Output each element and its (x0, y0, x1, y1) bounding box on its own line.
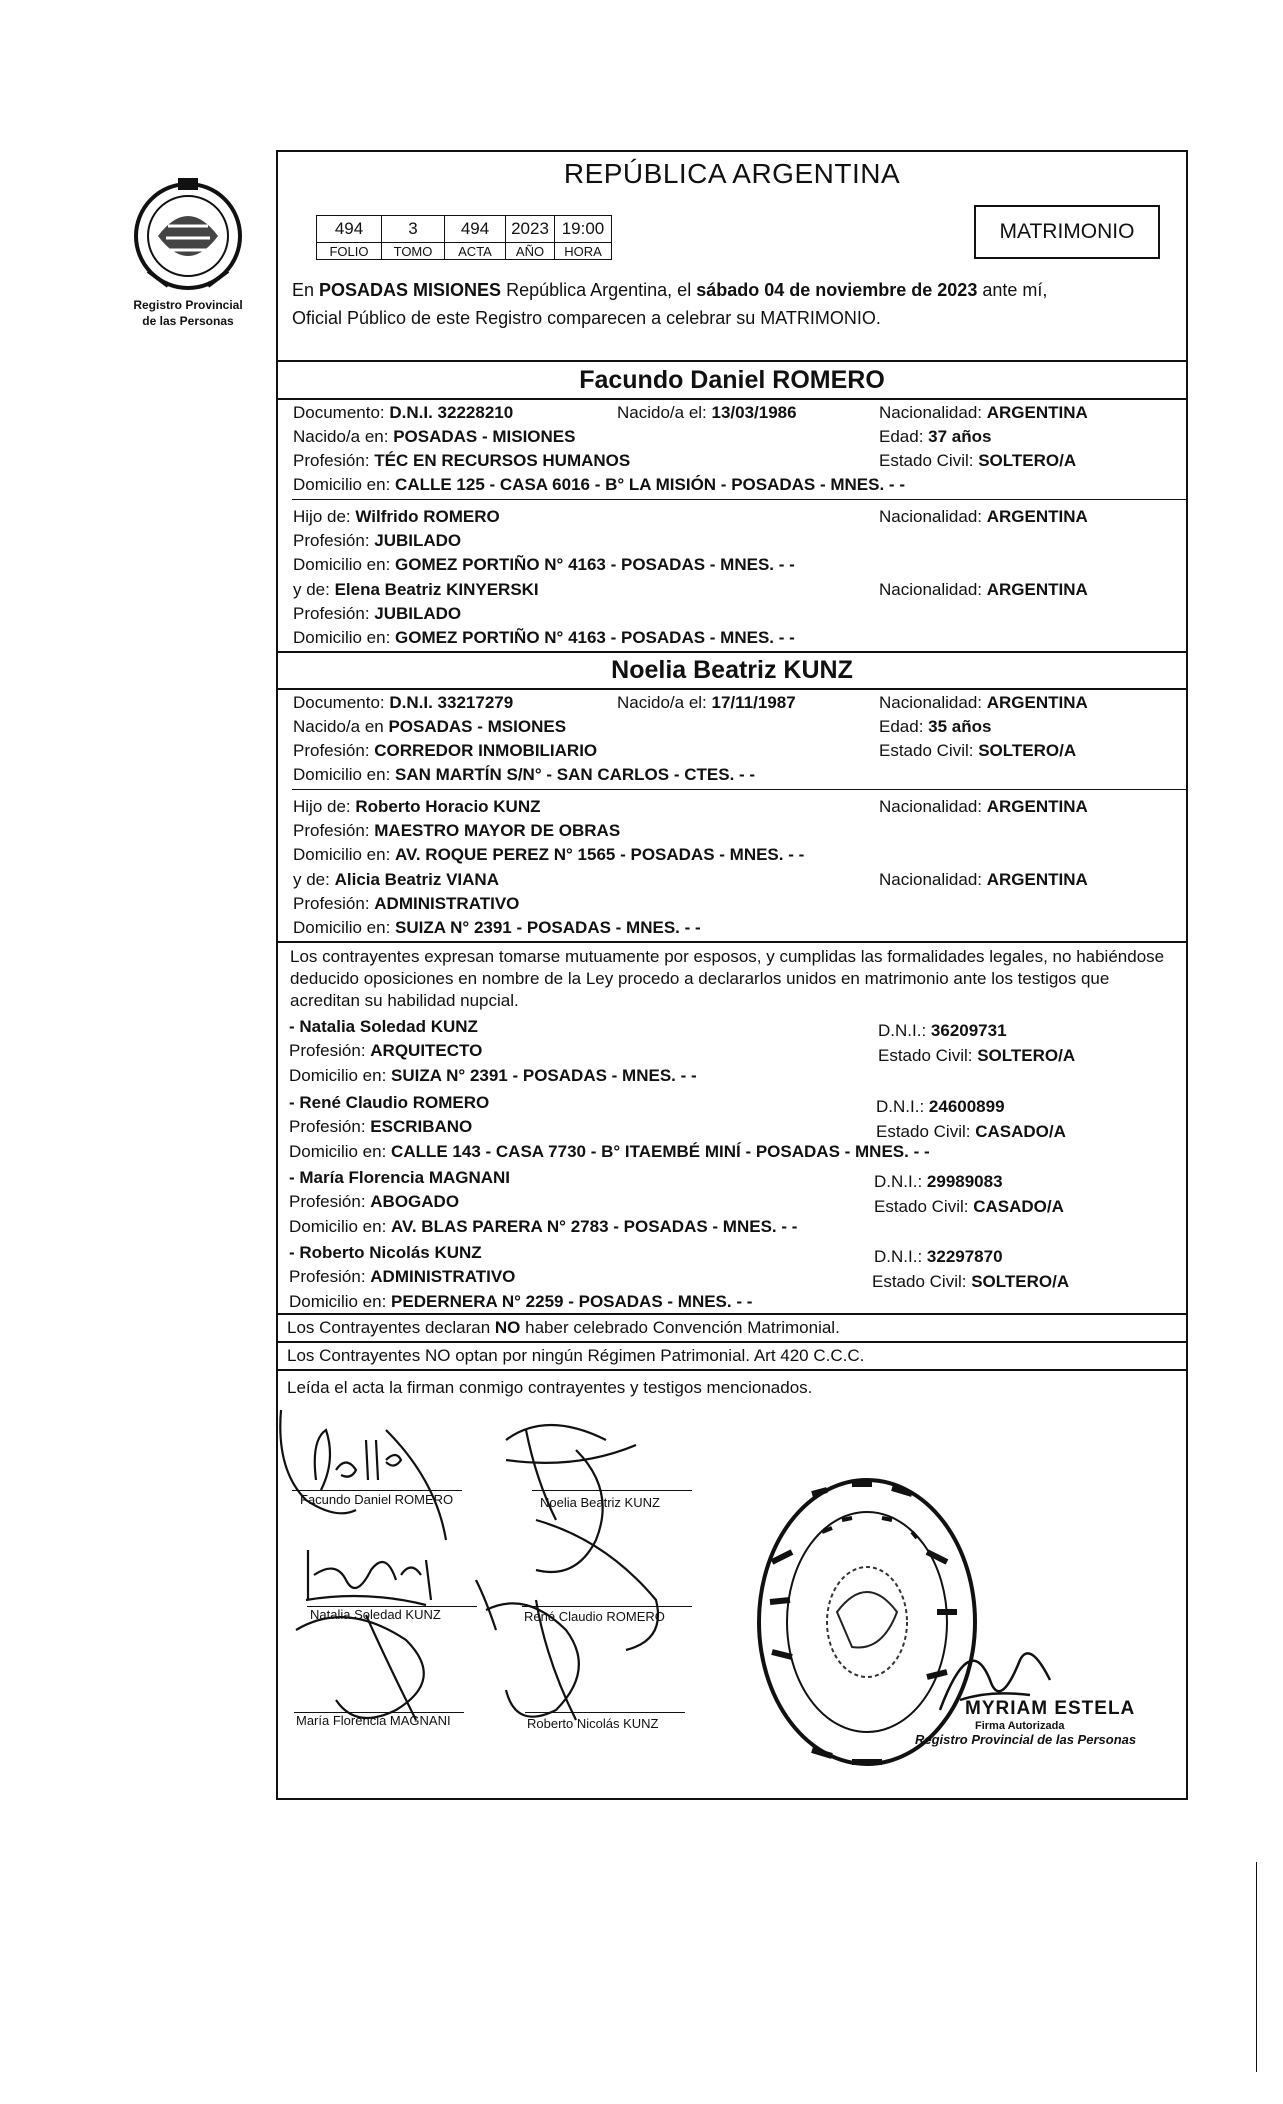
divider (276, 1341, 1188, 1343)
witness2-dni: D.N.I.: 24600899 (876, 1097, 1005, 1116)
signature-label-6: Roberto Nicolás KUNZ (527, 1716, 659, 1731)
divider (276, 941, 1188, 943)
witness1-address: Domicilio en: SUIZA N° 2391 - POSADAS - MNES. - - (289, 1066, 697, 1085)
witness1-dni: D.N.I.: 36209731 (878, 1021, 1007, 1040)
logo-label-line1: Registro Provincial (133, 298, 243, 312)
contrayente1-name: Facundo Daniel ROMERO (579, 366, 885, 394)
signature-line (522, 1606, 692, 1607)
intro-date: sábado 04 de noviembre de 2023 (696, 280, 978, 300)
divider (276, 651, 1188, 653)
witness4-profession: Profesión: ADMINISTRATIVO (289, 1267, 516, 1286)
clause-signing: Leída el acta la firman conmigo contrayentes y testigos mencionados. (287, 1378, 813, 1397)
signature-line (292, 1490, 462, 1491)
witness1-profession: Profesión: ARQUITECTO (289, 1041, 483, 1060)
clause-regime: Los Contrayentes NO optan por ningún Régimen Patrimonial. Art 420 C.C.C. (287, 1346, 865, 1365)
registry-logo (118, 176, 258, 328)
divider (276, 360, 1188, 362)
witness3-profession: Profesión: ABOGADO (289, 1192, 460, 1211)
c1-document: Documento: D.N.I. 32228210 (293, 403, 514, 422)
declaration-text: Los contrayentes expresan tomarse mutuamente por esposos, y cumplidas las formalidades legales, no habiéndose deducido oposiciones en nombre de la Ley procedo a declararlos unidos en matrimonio ante los testigos que acreditan su habilidad nupcial. (290, 947, 1165, 1010)
signature-line (532, 1490, 692, 1491)
anio-label: AÑO (506, 243, 555, 260)
c2-mother-address: Domicilio en: SUIZA N° 2391 - POSADAS - MNES. - - (293, 918, 701, 937)
witness3-address: Domicilio en: AV. BLAS PARERA N° 2783 - POSADAS - MNES. - - (289, 1217, 798, 1236)
contrayente2-name: Noelia Beatriz KUNZ (611, 656, 853, 684)
c1-nationality: Nacionalidad: ARGENTINA (879, 403, 1088, 422)
tomo-value: 3 (382, 216, 445, 243)
c1-civil-status: Estado Civil: SOLTERO/A (879, 451, 1077, 470)
c2-father-nationality: Nacionalidad: ARGENTINA (879, 797, 1088, 816)
c2-profession: Profesión: CORREDOR INMOBILIARIO (293, 741, 598, 760)
c1-mother-address: Domicilio en: GOMEZ PORTIÑO N° 4163 - POSADAS - MNES. - - (293, 628, 795, 647)
c2-born-in: Nacido/a en POSADAS - MSIONES (293, 717, 567, 736)
divider (292, 789, 1188, 790)
divider (276, 1313, 1188, 1315)
witness2-civil: Estado Civil: CASADO/A (876, 1122, 1066, 1141)
witness2-profession: Profesión: ESCRIBANO (289, 1117, 473, 1136)
c2-father-address: Domicilio en: AV. ROQUE PEREZ N° 1565 - POSADAS - MNES. - - (293, 845, 805, 864)
c1-father: Hijo de: Wilfrido ROMERO (293, 507, 500, 526)
margin-line (1256, 1862, 1257, 2072)
hora-label: HORA (555, 243, 612, 260)
tomo-label: TOMO (382, 243, 445, 260)
c1-mother: y de: Elena Beatriz KINYERSKI (293, 580, 539, 599)
signature-line (525, 1712, 685, 1713)
folio-value: 494 (317, 216, 382, 243)
c2-birth: Nacido/a el: 17/11/1987 (617, 693, 796, 712)
c1-age: Edad: 37 años (879, 427, 992, 446)
acta-value: 494 (445, 216, 506, 243)
signature-label-2: Noelia Beatriz KUNZ (540, 1495, 660, 1510)
signature-label-3: Natalia Soledad KUNZ (310, 1607, 441, 1622)
country-title: REPÚBLICA ARGENTINA (563, 158, 901, 189)
c2-mother: y de: Alicia Beatriz VIANA (293, 870, 499, 889)
witness2-address: Domicilio en: CALLE 143 - CASA 7730 - B° ITAEMBÉ MINÍ - POSADAS - MNES. - - (289, 1142, 930, 1161)
c1-birth: Nacido/a el: 13/03/1986 (617, 403, 797, 422)
logo-label-line2: de las Personas (142, 314, 234, 328)
witness1-civil: Estado Civil: SOLTERO/A (878, 1046, 1076, 1065)
c2-nationality: Nacionalidad: ARGENTINA (879, 693, 1088, 712)
c1-father-address: Domicilio en: GOMEZ PORTIÑO N° 4163 - POSADAS - MNES. - - (293, 555, 795, 574)
witness1-name: - Natalia Soledad KUNZ (289, 1017, 478, 1036)
witness4-address: Domicilio en: PEDERNERA N° 2259 - POSADAS - MNES. - - (289, 1292, 753, 1311)
divider (276, 398, 1188, 400)
witness4-dni: D.N.I.: 32297870 (874, 1247, 1003, 1266)
witness4-name: - Roberto Nicolás KUNZ (289, 1243, 482, 1262)
intro-place: POSADAS MISIONES (319, 280, 502, 300)
witness2-name: - René Claudio ROMERO (289, 1093, 490, 1112)
signature-label-5: María Florencia MAGNANI (296, 1713, 451, 1728)
acta-label: ACTA (445, 243, 506, 260)
c2-mother-profession: Profesión: ADMINISTRATIVO (293, 894, 520, 913)
divider (276, 688, 1188, 690)
c2-mother-nationality: Nacionalidad: ARGENTINA (879, 870, 1088, 889)
c1-born-in: Nacido/a en: POSADAS - MISIONES (293, 427, 576, 446)
anio-value: 2023 (506, 216, 555, 243)
divider (292, 499, 1188, 500)
c1-profession: Profesión: TÉC EN RECURSOS HUMANOS (293, 451, 631, 470)
divider (276, 1369, 1188, 1371)
c2-father: Hijo de: Roberto Horacio KUNZ (293, 797, 541, 816)
c2-father-profession: Profesión: MAESTRO MAYOR DE OBRAS (293, 821, 621, 840)
c2-civil-status: Estado Civil: SOLTERO/A (879, 741, 1077, 760)
c1-mother-profession: Profesión: JUBILADO (293, 604, 462, 623)
officer-name: MYRIAM ESTELA (965, 1698, 1136, 1719)
witness3-civil: Estado Civil: CASADO/A (874, 1197, 1064, 1216)
c2-address: Domicilio en: SAN MARTÍN S/N° - SAN CARLOS - CTES. - - (293, 765, 756, 784)
intro-line2: Oficial Público de este Registro comparecen a celebrar su MATRIMONIO. (292, 308, 881, 328)
intro-text: En POSADAS MISIONES República Argentina, el sábado 04 de noviembre de 2023 ante mí, Oficial Público de este Registro comparecen a celebrar su MATRIMONIO. (292, 280, 1048, 328)
officer-block (915, 1698, 1137, 1747)
officer-title: Firma Autorizada (975, 1720, 1065, 1732)
record-meta-table (316, 215, 612, 260)
c1-address: Domicilio en: CALLE 125 - CASA 6016 - B° LA MISIÓN - POSADAS - MNES. - - (293, 475, 905, 494)
witness3-dni: D.N.I.: 29989083 (874, 1172, 1003, 1191)
officer-office: Registro Provincial de las Personas (915, 1732, 1137, 1747)
c1-father-nationality: Nacionalidad: ARGENTINA (879, 507, 1088, 526)
c1-mother-nationality: Nacionalidad: ARGENTINA (879, 580, 1088, 599)
c2-document: Documento: D.N.I. 33217279 (293, 693, 514, 712)
signature-label-1: Facundo Daniel ROMERO (300, 1492, 454, 1507)
c1-father-profession: Profesión: JUBILADO (293, 531, 462, 550)
signature-label-4: René Claudio ROMERO (524, 1609, 665, 1624)
c2-age: Edad: 35 años (879, 717, 992, 736)
clause-convention: Los Contrayentes declaran NO haber celebrado Convención Matrimonial. (287, 1318, 840, 1337)
hora-value: 19:00 (555, 216, 612, 243)
witness4-civil: Estado Civil: SOLTERO/A (872, 1272, 1070, 1291)
handwritten-signatures (276, 1400, 776, 1750)
folio-label: FOLIO (317, 243, 382, 260)
witness3-name: - María Florencia MAGNANI (289, 1168, 511, 1187)
record-type-box: MATRIMONIO (974, 205, 1160, 259)
coat-of-arms-icon (128, 176, 248, 296)
